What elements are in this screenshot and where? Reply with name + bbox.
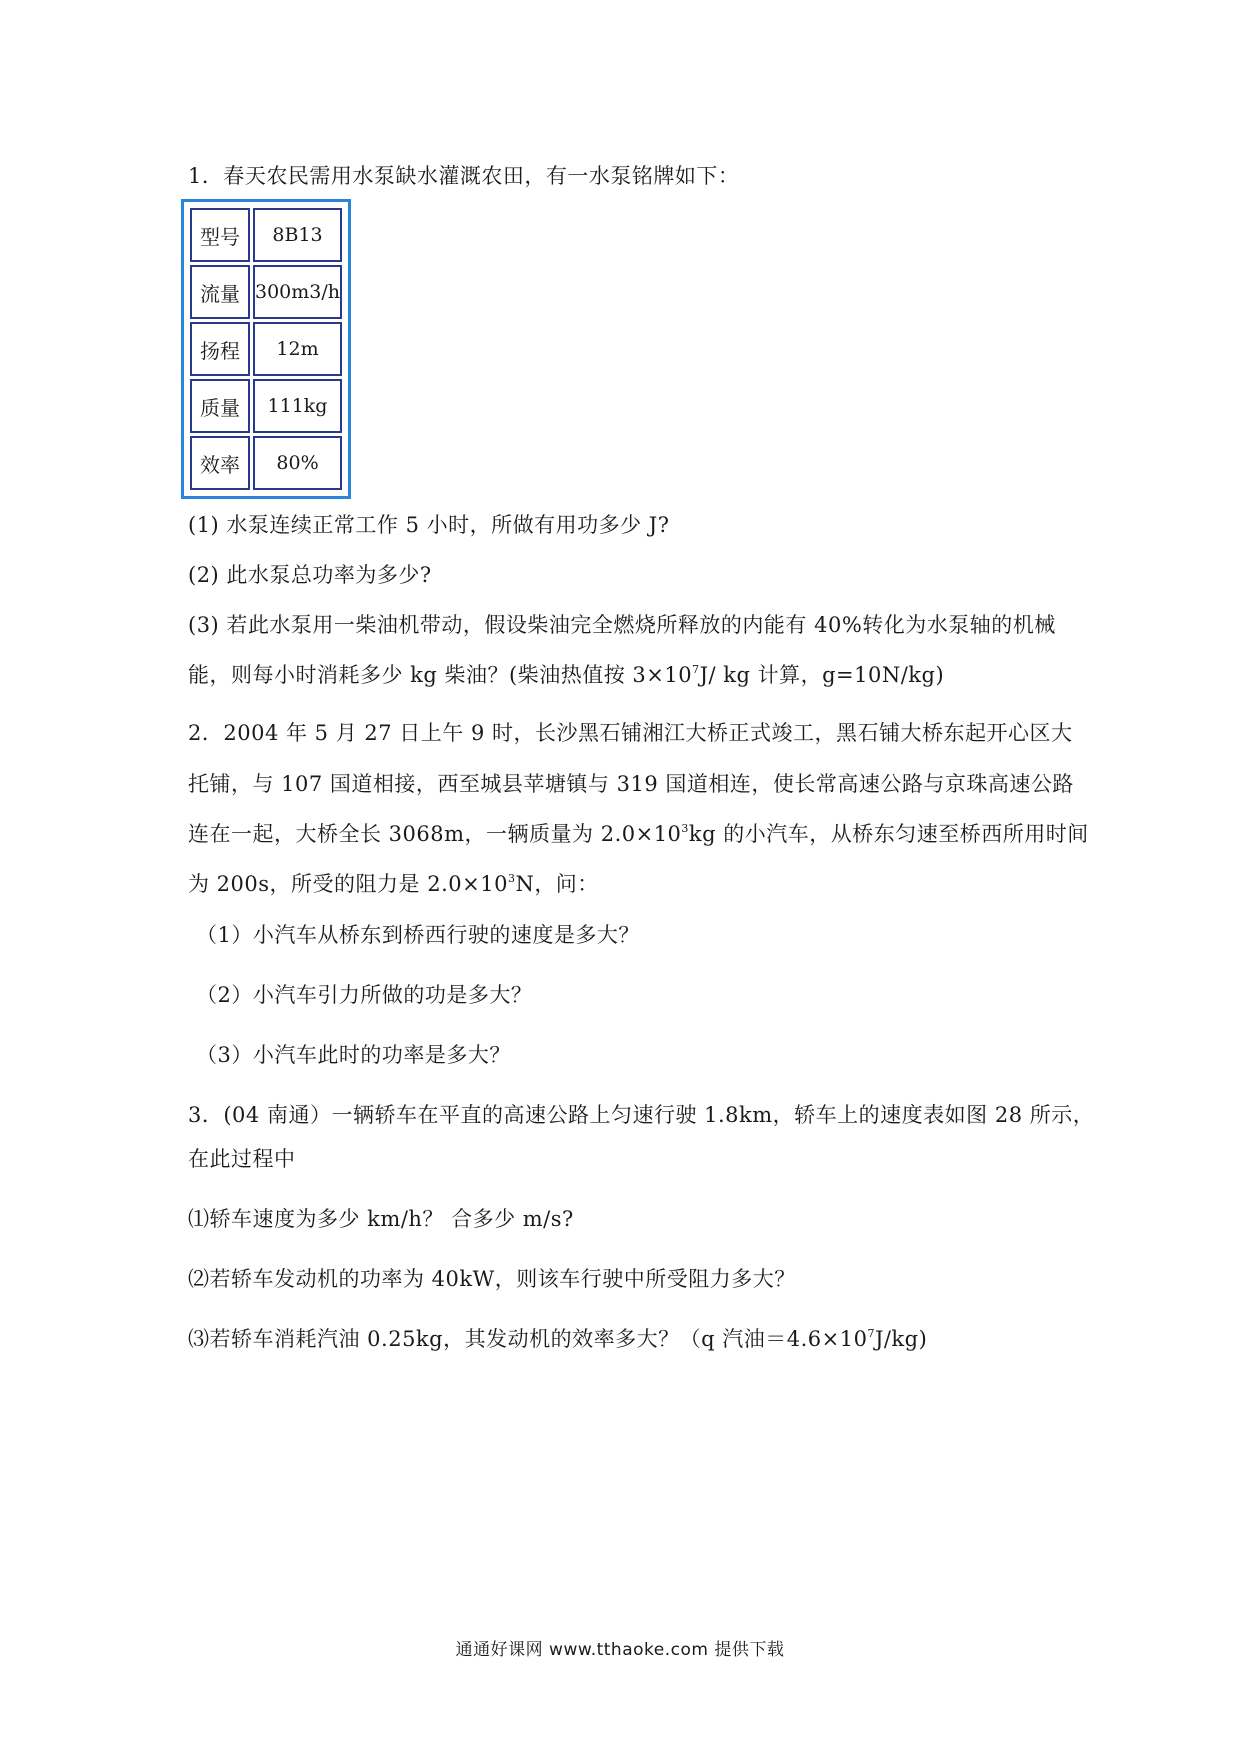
superscript: 7 — [867, 1327, 875, 1340]
q2-line4 — [188, 869, 599, 899]
text-run: J/ kg 计算，g=10N/kg) — [699, 663, 945, 687]
q1-intro: 1．春天农民需用水泵缺水灌溉农田，有一水泵铭牌如下： — [188, 164, 740, 188]
table-row — [190, 436, 342, 490]
table-cell-label: 扬程 — [190, 322, 250, 376]
q1-sub3-line1: (3) 若此水泵用一柴油机带动，假设柴油完全燃烧所释放的内能有 40%转化为水泵轴的机械 — [188, 613, 1056, 637]
table-row — [190, 379, 342, 433]
text-run: N，问： — [515, 872, 599, 896]
text-run: ⑶若轿车消耗汽油 0.25kg，其发动机的效率多大？（q 汽油＝4.6×10 — [188, 1327, 868, 1351]
table-row — [190, 265, 342, 319]
superscript: 7 — [692, 663, 700, 676]
q1-sub2: (2) 此水泵总功率为多少? — [188, 563, 432, 587]
table-cell-value: 111kg — [253, 379, 342, 433]
q2-sub3: （3）小汽车此时的功率是多大？ — [196, 1043, 511, 1067]
table-cell-label: 质量 — [190, 379, 250, 433]
q3-sub1: ⑴轿车速度为多少 km/h？ 合多少 m/s? — [188, 1207, 574, 1231]
q1-sub1: (1) 水泵连续正常工作 5 小时，所做有用功多少 J? — [188, 513, 670, 537]
table-cell-value: 80% — [253, 436, 342, 490]
q3-line1: 3．(04 南通）一辆轿车在平直的高速公路上匀速行驶 1.8km，轿车上的速度表如图 28 所示， — [188, 1103, 1095, 1127]
page-footer: 通通好课网 www.tthaoke.com 提供下载 — [455, 1640, 785, 1660]
table-cell-label: 效率 — [190, 436, 250, 490]
q2-line3 — [188, 819, 1089, 849]
table-cell-value: 300m3/h — [253, 265, 342, 319]
q1-sub3-line2 — [188, 660, 944, 690]
q3-sub3 — [188, 1324, 927, 1354]
q2-line2: 托铺，与 107 国道相接，西至城县苹塘镇与 319 国道相连，使长常高速公路与京珠高速公路 — [188, 772, 1074, 796]
q2-sub1: （1）小汽车从桥东到桥西行驶的速度是多大？ — [196, 923, 640, 947]
text-run: J/kg) — [874, 1327, 928, 1351]
text-run: 为 200s，所受的阻力是 2.0×10 — [188, 872, 508, 896]
superscript: 3 — [507, 872, 516, 885]
text-run: 能，则每小时消耗多少 kg 柴油？(柴油热值按 3×10 — [188, 663, 693, 687]
q3-sub2: ⑵若轿车发动机的功率为 40kW，则该车行驶中所受阻力多大？ — [188, 1267, 796, 1291]
superscript: 3 — [681, 822, 689, 835]
table-cell-value: 8B13 — [253, 208, 342, 262]
text-run: 连在一起，大桥全长 3068m，一辆质量为 2.0×10 — [188, 822, 682, 846]
q2-sub2: （2）小汽车引力所做的功是多大？ — [196, 983, 533, 1007]
table-cell-label: 型号 — [190, 208, 250, 262]
table-row — [190, 208, 342, 262]
q2-line1: 2．2004 年 5 月 27 日上午 9 时，长沙黑石铺湘江大桥正式竣工，黑石铺大桥东起开心区大 — [188, 721, 1073, 745]
table-cell-value: 12m — [253, 322, 342, 376]
table-cell-label: 流量 — [190, 265, 250, 319]
text-run: kg 的小汽车，从桥东匀速至桥西所用时间 — [688, 822, 1089, 846]
table-row — [190, 322, 342, 376]
q3-line2: 在此过程中 — [188, 1147, 296, 1171]
pump-nameplate-table — [181, 199, 351, 499]
